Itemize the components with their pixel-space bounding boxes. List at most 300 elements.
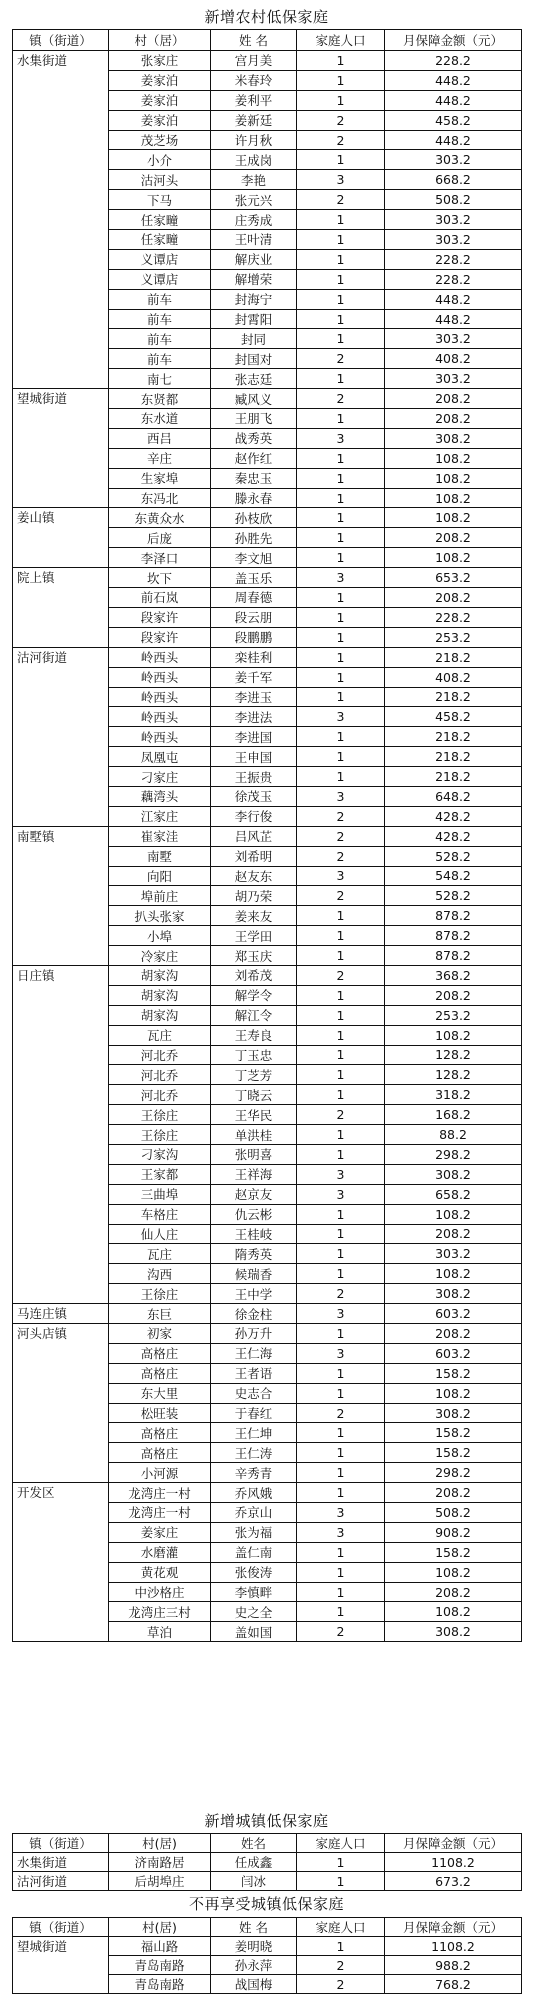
- amount-cell: 158.2: [385, 1363, 522, 1383]
- amount-cell: 218.2: [385, 687, 522, 707]
- family-size-cell: 1: [297, 1602, 385, 1622]
- amount-cell: 208.2: [385, 1324, 522, 1344]
- family-size-cell: 1: [297, 1423, 385, 1443]
- rural-new-table: [12, 29, 522, 1642]
- village-cell: 松旺装: [109, 1403, 211, 1423]
- village-cell: 中沙格庄: [109, 1582, 211, 1602]
- family-size-cell: 1: [297, 488, 385, 508]
- village-cell: 沽河头: [109, 170, 211, 190]
- amount-cell: 668.2: [385, 170, 522, 190]
- section-title-urban-removed: 不再享受城镇低保家庭: [188, 1895, 344, 1913]
- village-cell: 南七: [109, 369, 211, 389]
- village-cell: 沟西: [109, 1264, 211, 1284]
- family-size-cell: 2: [297, 1622, 385, 1642]
- section-title-urban-new: 新增城镇低保家庭: [204, 1812, 329, 1830]
- name-cell: 王朋飞: [211, 409, 297, 429]
- amount-cell: 648.2: [385, 786, 522, 806]
- amount-cell: 298.2: [385, 1463, 522, 1483]
- family-size-cell: 1: [297, 1483, 385, 1503]
- name-cell: 王华民: [211, 1105, 297, 1125]
- name-cell: 赵京友: [211, 1184, 297, 1204]
- name-cell: 战国梅: [211, 1975, 297, 1994]
- name-cell: 仇云彬: [211, 1204, 297, 1224]
- village-cell: 辛庄: [109, 448, 211, 468]
- name-cell: 赵作红: [211, 448, 297, 468]
- village-cell: 岭西头: [109, 687, 211, 707]
- village-cell: 前车: [109, 349, 211, 369]
- amount-cell: 218.2: [385, 727, 522, 747]
- amount-cell: 128.2: [385, 1045, 522, 1065]
- name-cell: 盖玉乐: [211, 568, 297, 588]
- header-row: [13, 30, 522, 51]
- name-cell: 解增荣: [211, 269, 297, 289]
- village-cell: 前车: [109, 289, 211, 309]
- family-size-cell: 1: [297, 926, 385, 946]
- amount-cell: 303.2: [385, 230, 522, 250]
- family-size-cell: 1: [297, 1005, 385, 1025]
- family-size-cell: 2: [297, 190, 385, 210]
- name-cell: 周春德: [211, 588, 297, 608]
- amount-cell: 303.2: [385, 210, 522, 230]
- amount-cell: 158.2: [385, 1423, 522, 1443]
- village-cell: 瓦庄: [109, 1244, 211, 1264]
- family-size-cell: 1: [297, 1144, 385, 1164]
- amount-cell: 308.2: [385, 1164, 522, 1184]
- village-cell: 后胡埠庄: [109, 1872, 211, 1891]
- name-cell: 赵友东: [211, 866, 297, 886]
- name-cell: 王仁坤: [211, 1423, 297, 1443]
- family-size-cell: 1: [297, 1204, 385, 1224]
- amount-cell: 218.2: [385, 647, 522, 667]
- family-size-cell: 1: [297, 667, 385, 687]
- family-size-cell: 2: [297, 130, 385, 150]
- name-cell: 王申国: [211, 747, 297, 767]
- family-size-cell: 2: [297, 389, 385, 409]
- name-cell: 李文旭: [211, 548, 297, 568]
- town-cell: 望城街道: [13, 389, 109, 508]
- name-cell: 史志合: [211, 1383, 297, 1403]
- village-cell: 高格庄: [109, 1423, 211, 1443]
- amount-cell: 108.2: [385, 468, 522, 488]
- family-size-cell: 1: [297, 1363, 385, 1383]
- family-size-cell: 1: [297, 508, 385, 528]
- amount-cell: 448.2: [385, 130, 522, 150]
- urban-removed-table: [12, 1917, 522, 1994]
- name-cell: 段鹏鹏: [211, 627, 297, 647]
- name-cell: 封海宁: [211, 289, 297, 309]
- village-cell: 前石岚: [109, 588, 211, 608]
- header-amount: 月保障金额（元）: [385, 1834, 522, 1853]
- name-cell: 候瑞香: [211, 1264, 297, 1284]
- amount-cell: 658.2: [385, 1184, 522, 1204]
- village-cell: 任家疃: [109, 230, 211, 250]
- town-cell: 马连庄镇: [13, 1304, 109, 1324]
- town-cell: 水集街道: [13, 51, 109, 389]
- amount-cell: 108.2: [385, 1025, 522, 1045]
- amount-cell: 548.2: [385, 866, 522, 886]
- village-cell: 后庞: [109, 528, 211, 548]
- amount-cell: 768.2: [385, 1975, 522, 1994]
- name-cell: 于春红: [211, 1403, 297, 1423]
- amount-cell: 208.2: [385, 985, 522, 1005]
- family-size-cell: 2: [297, 110, 385, 130]
- town-cell: 河头店镇: [13, 1324, 109, 1483]
- village-cell: 河北乔: [109, 1045, 211, 1065]
- family-size-cell: 1: [297, 1065, 385, 1085]
- village-cell: 东巨: [109, 1304, 211, 1324]
- family-size-cell: 1: [297, 767, 385, 787]
- amount-cell: 108.2: [385, 448, 522, 468]
- family-size-cell: 3: [297, 1503, 385, 1523]
- name-cell: 闫冰: [211, 1872, 297, 1891]
- name-cell: 秦忠玉: [211, 468, 297, 488]
- amount-cell: 298.2: [385, 1144, 522, 1164]
- name-cell: 李进法: [211, 707, 297, 727]
- header-village: 村(居): [109, 1834, 211, 1853]
- table-row: [13, 1483, 522, 1503]
- village-cell: 生家埠: [109, 468, 211, 488]
- village-cell: 龙湾庄一村: [109, 1503, 211, 1523]
- table-row: [13, 51, 522, 71]
- amount-cell: 1108.2: [385, 1937, 522, 1956]
- village-cell: 扒头张家: [109, 906, 211, 926]
- family-size-cell: 2: [297, 1956, 385, 1975]
- name-cell: 张为福: [211, 1522, 297, 1542]
- family-size-cell: 1: [297, 548, 385, 568]
- family-size-cell: 1: [297, 627, 385, 647]
- header-town: 镇（街道）: [13, 1918, 109, 1937]
- amount-cell: 508.2: [385, 190, 522, 210]
- family-size-cell: 1: [297, 1085, 385, 1105]
- amount-cell: 653.2: [385, 568, 522, 588]
- amount-cell: 408.2: [385, 349, 522, 369]
- amount-cell: 108.2: [385, 548, 522, 568]
- table-row: [13, 647, 522, 667]
- amount-cell: 108.2: [385, 1602, 522, 1622]
- village-cell: 王徐庄: [109, 1105, 211, 1125]
- amount-cell: 228.2: [385, 249, 522, 269]
- amount-cell: 368.2: [385, 965, 522, 985]
- amount-cell: 228.2: [385, 269, 522, 289]
- header-name: 姓 名: [211, 1918, 297, 1937]
- family-size-cell: 1: [297, 727, 385, 747]
- table-row: [13, 1853, 522, 1872]
- name-cell: 王中学: [211, 1284, 297, 1304]
- family-size-cell: 1: [297, 329, 385, 349]
- amount-cell: 988.2: [385, 1956, 522, 1975]
- family-size-cell: 2: [297, 1105, 385, 1125]
- name-cell: 盖仁南: [211, 1542, 297, 1562]
- name-cell: 乔京山: [211, 1503, 297, 1523]
- family-size-cell: 3: [297, 170, 385, 190]
- name-cell: 丁玉忠: [211, 1045, 297, 1065]
- name-cell: 丁芝芳: [211, 1065, 297, 1085]
- family-size-cell: 1: [297, 289, 385, 309]
- name-cell: 许月秋: [211, 130, 297, 150]
- amount-cell: 303.2: [385, 369, 522, 389]
- name-cell: 孙万升: [211, 1324, 297, 1344]
- urban-new-table: [12, 1833, 522, 1891]
- amount-cell: 158.2: [385, 1542, 522, 1562]
- village-cell: 三曲埠: [109, 1184, 211, 1204]
- family-size-cell: 1: [297, 409, 385, 429]
- village-cell: 崔家洼: [109, 826, 211, 846]
- family-size-cell: 1: [297, 906, 385, 926]
- family-size-cell: 1: [297, 1872, 385, 1891]
- name-cell: 史之全: [211, 1602, 297, 1622]
- table-row: [13, 1304, 522, 1324]
- name-cell: 姜来友: [211, 906, 297, 926]
- village-cell: 胡家沟: [109, 1005, 211, 1025]
- table-row: [13, 1937, 522, 1956]
- name-cell: 栾桂利: [211, 647, 297, 667]
- family-size-cell: 2: [297, 846, 385, 866]
- family-size-cell: 1: [297, 1463, 385, 1483]
- family-size-cell: 1: [297, 90, 385, 110]
- village-cell: 草泊: [109, 1622, 211, 1642]
- name-cell: 段云朋: [211, 607, 297, 627]
- amount-cell: 528.2: [385, 886, 522, 906]
- village-cell: 王徐庄: [109, 1125, 211, 1145]
- village-cell: 济南路居: [109, 1853, 211, 1872]
- amount-cell: 303.2: [385, 150, 522, 170]
- village-cell: 车格庄: [109, 1204, 211, 1224]
- name-cell: 王者语: [211, 1363, 297, 1383]
- village-cell: 坎下: [109, 568, 211, 588]
- village-cell: 瓦庄: [109, 1025, 211, 1045]
- family-size-cell: 1: [297, 70, 385, 90]
- name-cell: 单洪桂: [211, 1125, 297, 1145]
- village-cell: 段家许: [109, 627, 211, 647]
- family-size-cell: 2: [297, 886, 385, 906]
- village-cell: 姜家庄: [109, 1522, 211, 1542]
- name-cell: 封国对: [211, 349, 297, 369]
- amount-cell: 458.2: [385, 707, 522, 727]
- family-size-cell: 1: [297, 607, 385, 627]
- amount-cell: 408.2: [385, 667, 522, 687]
- amount-cell: 208.2: [385, 528, 522, 548]
- table-row: [13, 1324, 522, 1344]
- village-cell: 河北乔: [109, 1065, 211, 1085]
- village-cell: 东贤都: [109, 389, 211, 409]
- name-cell: 战秀英: [211, 428, 297, 448]
- amount-cell: 128.2: [385, 1065, 522, 1085]
- village-cell: 茂芝场: [109, 130, 211, 150]
- family-size-cell: 1: [297, 528, 385, 548]
- amount-cell: 508.2: [385, 1503, 522, 1523]
- name-cell: 封霄阳: [211, 309, 297, 329]
- name-cell: 李行俊: [211, 806, 297, 826]
- village-cell: 黄花观: [109, 1562, 211, 1582]
- name-cell: 丁晓云: [211, 1085, 297, 1105]
- amount-cell: 448.2: [385, 70, 522, 90]
- amount-cell: 208.2: [385, 1582, 522, 1602]
- name-cell: 王成岗: [211, 150, 297, 170]
- amount-cell: 878.2: [385, 906, 522, 926]
- family-size-cell: 1: [297, 1937, 385, 1956]
- name-cell: 姜明晓: [211, 1937, 297, 1956]
- table-row: [13, 1872, 522, 1891]
- name-cell: 郑玉庆: [211, 946, 297, 966]
- name-cell: 张明喜: [211, 1144, 297, 1164]
- village-cell: 姜家泊: [109, 90, 211, 110]
- amount-cell: 108.2: [385, 1204, 522, 1224]
- town-cell: 沽河街道: [13, 1872, 109, 1891]
- name-cell: 王祥海: [211, 1164, 297, 1184]
- village-cell: 水磨灌: [109, 1542, 211, 1562]
- family-size-cell: 2: [297, 806, 385, 826]
- family-size-cell: 3: [297, 1304, 385, 1324]
- amount-cell: 428.2: [385, 826, 522, 846]
- family-size-cell: 1: [297, 269, 385, 289]
- family-size-cell: 1: [297, 468, 385, 488]
- town-cell: 南墅镇: [13, 826, 109, 965]
- family-size-cell: 1: [297, 1853, 385, 1872]
- village-cell: 小河源: [109, 1463, 211, 1483]
- family-size-cell: 3: [297, 428, 385, 448]
- amount-cell: 208.2: [385, 389, 522, 409]
- amount-cell: 208.2: [385, 409, 522, 429]
- name-cell: 姜利平: [211, 90, 297, 110]
- amount-cell: 108.2: [385, 1383, 522, 1403]
- table-row: [13, 568, 522, 588]
- header-row: [13, 1834, 522, 1853]
- amount-cell: 208.2: [385, 1483, 522, 1503]
- village-cell: 小介: [109, 150, 211, 170]
- header-family-size: 家庭人口: [297, 1834, 385, 1853]
- header-amount: 月保障金额（元）: [385, 30, 522, 51]
- amount-cell: 253.2: [385, 1005, 522, 1025]
- name-cell: 任成鑫: [211, 1853, 297, 1872]
- name-cell: 张俊涛: [211, 1562, 297, 1582]
- name-cell: 宫月美: [211, 51, 297, 71]
- family-size-cell: 1: [297, 150, 385, 170]
- village-cell: 刁家庄: [109, 767, 211, 787]
- village-cell: 河北乔: [109, 1085, 211, 1105]
- village-cell: 西吕: [109, 428, 211, 448]
- village-cell: 青岛南路: [109, 1975, 211, 1994]
- village-cell: 龙湾庄一村: [109, 1483, 211, 1503]
- village-cell: 小埠: [109, 926, 211, 946]
- name-cell: 王叶清: [211, 230, 297, 250]
- header-row: [13, 1918, 522, 1937]
- village-cell: 江家庄: [109, 806, 211, 826]
- village-cell: 任家疃: [109, 210, 211, 230]
- family-size-cell: 1: [297, 985, 385, 1005]
- village-cell: 东黄众水: [109, 508, 211, 528]
- amount-cell: 428.2: [385, 806, 522, 826]
- family-size-cell: 1: [297, 309, 385, 329]
- family-size-cell: 1: [297, 747, 385, 767]
- family-size-cell: 3: [297, 1184, 385, 1204]
- village-cell: 前车: [109, 329, 211, 349]
- name-cell: 解学令: [211, 985, 297, 1005]
- amount-cell: 158.2: [385, 1443, 522, 1463]
- village-cell: 胡家沟: [109, 965, 211, 985]
- amount-cell: 308.2: [385, 1403, 522, 1423]
- village-cell: 姜家泊: [109, 110, 211, 130]
- name-cell: 徐茂玉: [211, 786, 297, 806]
- village-cell: 东冯北: [109, 488, 211, 508]
- family-size-cell: 1: [297, 1562, 385, 1582]
- village-cell: 岭西头: [109, 647, 211, 667]
- village-cell: 高格庄: [109, 1343, 211, 1363]
- name-cell: 张志廷: [211, 369, 297, 389]
- village-cell: 义谭店: [109, 249, 211, 269]
- name-cell: 乔风娥: [211, 1483, 297, 1503]
- amount-cell: 458.2: [385, 110, 522, 130]
- family-size-cell: 1: [297, 588, 385, 608]
- village-cell: 初家: [109, 1324, 211, 1344]
- village-cell: 青岛南路: [109, 1956, 211, 1975]
- village-cell: 前车: [109, 309, 211, 329]
- amount-cell: 528.2: [385, 846, 522, 866]
- name-cell: 姜新廷: [211, 110, 297, 130]
- family-size-cell: 1: [297, 1383, 385, 1403]
- family-size-cell: 1: [297, 1264, 385, 1284]
- amount-cell: 168.2: [385, 1105, 522, 1125]
- town-cell: 水集街道: [13, 1853, 109, 1872]
- name-cell: 米春玲: [211, 70, 297, 90]
- village-cell: 凤凰屯: [109, 747, 211, 767]
- name-cell: 王学田: [211, 926, 297, 946]
- family-size-cell: 3: [297, 568, 385, 588]
- family-size-cell: 1: [297, 1582, 385, 1602]
- family-size-cell: 2: [297, 349, 385, 369]
- name-cell: 李艳: [211, 170, 297, 190]
- amount-cell: 228.2: [385, 51, 522, 71]
- amount-cell: 108.2: [385, 1264, 522, 1284]
- name-cell: 封同: [211, 329, 297, 349]
- village-cell: 龙湾庄三村: [109, 1602, 211, 1622]
- village-cell: 东大里: [109, 1383, 211, 1403]
- name-cell: 臧风义: [211, 389, 297, 409]
- village-cell: 福山路: [109, 1937, 211, 1956]
- family-size-cell: 2: [297, 1403, 385, 1423]
- table-row: [13, 508, 522, 528]
- amount-cell: 108.2: [385, 1562, 522, 1582]
- name-cell: 张元兴: [211, 190, 297, 210]
- name-cell: 姜千军: [211, 667, 297, 687]
- name-cell: 吕风芷: [211, 826, 297, 846]
- section-title-rural-new: 新增农村低保家庭: [204, 8, 329, 26]
- amount-cell: 253.2: [385, 627, 522, 647]
- name-cell: 徐金柱: [211, 1304, 297, 1324]
- name-cell: 解庆业: [211, 249, 297, 269]
- name-cell: 王仁涛: [211, 1443, 297, 1463]
- amount-cell: 303.2: [385, 1244, 522, 1264]
- family-size-cell: 3: [297, 1164, 385, 1184]
- amount-cell: 1108.2: [385, 1853, 522, 1872]
- family-size-cell: 3: [297, 866, 385, 886]
- header-amount: 月保障金额（元）: [385, 1918, 522, 1937]
- amount-cell: 308.2: [385, 1622, 522, 1642]
- name-cell: 孙枝欣: [211, 508, 297, 528]
- name-cell: 隋秀英: [211, 1244, 297, 1264]
- family-size-cell: 1: [297, 1125, 385, 1145]
- family-size-cell: 1: [297, 1025, 385, 1045]
- amount-cell: 878.2: [385, 946, 522, 966]
- village-cell: 王家都: [109, 1164, 211, 1184]
- header-family-size: 家庭人口: [297, 1918, 385, 1937]
- family-size-cell: 1: [297, 1244, 385, 1264]
- town-cell: 日庄镇: [13, 965, 109, 1303]
- amount-cell: 108.2: [385, 488, 522, 508]
- village-cell: 冷家庄: [109, 946, 211, 966]
- town-cell: 姜山镇: [13, 508, 109, 568]
- village-cell: 王徐庄: [109, 1284, 211, 1304]
- name-cell: 刘希明: [211, 846, 297, 866]
